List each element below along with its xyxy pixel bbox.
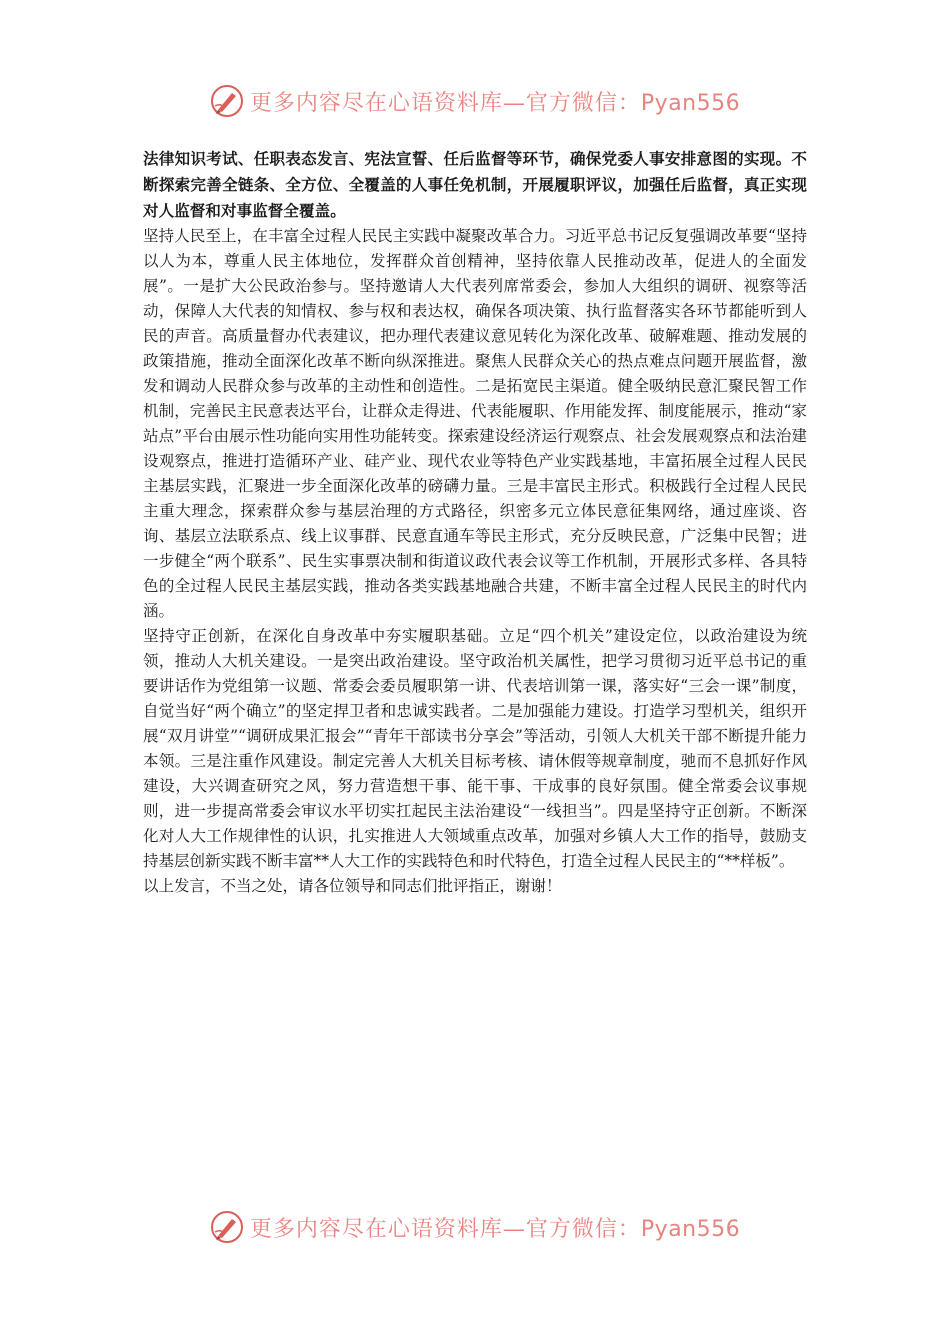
pen-logo-icon [210, 84, 244, 118]
watermark-text-cn: 更多内容尽在心语资料库—官方微信： [249, 1216, 641, 1242]
watermark-text [250, 1212, 740, 1243]
paragraph: 法律知识考试、任职表态发言、宪法宣誓、任后监督等环节，确保党委人事安排意图的实现。不断探索完善全链条、全方位、全覆盖的人事任免机制，开展履职评议，加强任后监督，真正实现对人监督和对事监督全覆盖。 [143, 150, 807, 220]
paragraph: 坚持人民至上，在丰富全过程人民民主实践中凝聚改革合力。习近平总书记反复强调改革要“坚持以人为本，尊重人民主体地位，发挥群众首创精神，坚持依靠人民推动改革，促进人的全面发展”。一是扩大公民政治参与。坚持邀请人大代表列席常委会，参加人大组织的调研、视察等活动，保障人大代表的知情权、参与权和表达权，确保各项决策、执行监督落实各环节都能听到人民的声音。高质量督办代表建议，把办理代表建议意见转化为深化改革、破解难题、推动发展的政策措施，推动全面深化改革不断向纵深推进。聚焦人民群众关心的热点难点问题开展监督，激发和调动人民群众参与改革的主动性和创造性。二是拓宽民主渠道。健全吸纳民意汇聚民智工作机制，完善民主民意表达平台，让群众走得进、代表能履职、作用能发挥、制度能展示，推动“家站点”平台由展示性功能向实用性功能转变。探索建设经济运行观察点、社会发展观察点和法治建设观察点，推进打造循环产业、硅产业、现代农业等特色产业实践基地，丰富拓展全过程人民民主基层实践，汇聚进一步全面深化改革的磅礴力量。三是丰富民主形式。积极践行全过程人民民主重大理念，探索群众参与基层治理的方式路径，织密多元立体民意征集网络，通过座谈、咨询、基层立法联系点、线上议事群、民意直通车等民主形式，充分反映民意，广泛集中民智；进一步健全“两个联系”、民生实事票决制和街道议政代表会议等工作机制，开展形式多样、各具特色的全过程人民民主基层实践，推动各类实践基地融合共建，不断丰富全过程人民民主的时代内涵。 [143, 227, 807, 620]
watermark-text-cn: 更多内容尽在心语资料库—官方微信： [249, 90, 641, 116]
pen-logo-icon [210, 1210, 244, 1244]
header-watermark [0, 84, 950, 118]
watermark-text [250, 86, 740, 117]
paragraph: 坚持守正创新，在深化自身改革中夯实履职基础。立足“四个机关”建设定位，以政治建设为统领，推动人大机关建设。一是突出政治建设。坚守政治机关属性，把学习贯彻习近平总书记的重要讲话作为党组第一议题、常委会委员履职第一讲、代表培训第一课，落实好“三会一课”制度，自觉当好“两个确立”的坚定捍卫者和忠诚实践者。二是加强能力建设。打造学习型机关，组织开展“双月讲堂”“调研成果汇报会”“青年干部读书分享会”等活动，引领人大机关干部不断提升能力本领。三是注重作风建设。制定完善人大机关目标考核、请休假等规章制度，驰而不息抓好作风建设，大兴调查研究之风，努力营造想干事、能干事、干成事的良好氛围。健全常委会议事规则，进一步提高常委会审议水平切实扛起民主法治建设“一线担当”。四是坚持守正创新。不断深化对人大工作规律性的认识，扎实推进人大领域重点改革，加强对乡镇人大工作的指导，鼓励支持基层创新实践不断丰富**人大工作的实践特色和时代特色，打造全过程人民民主的“**样板”。 [143, 627, 807, 870]
watermark-wechat-id: Pyan556 [640, 90, 741, 116]
watermark-wechat-id: Pyan556 [640, 1216, 741, 1242]
document-body [143, 146, 807, 899]
paragraph: 以上发言，不当之处，请各位领导和同志们批评指正，谢谢！ [143, 877, 562, 895]
footer-watermark [0, 1210, 950, 1244]
